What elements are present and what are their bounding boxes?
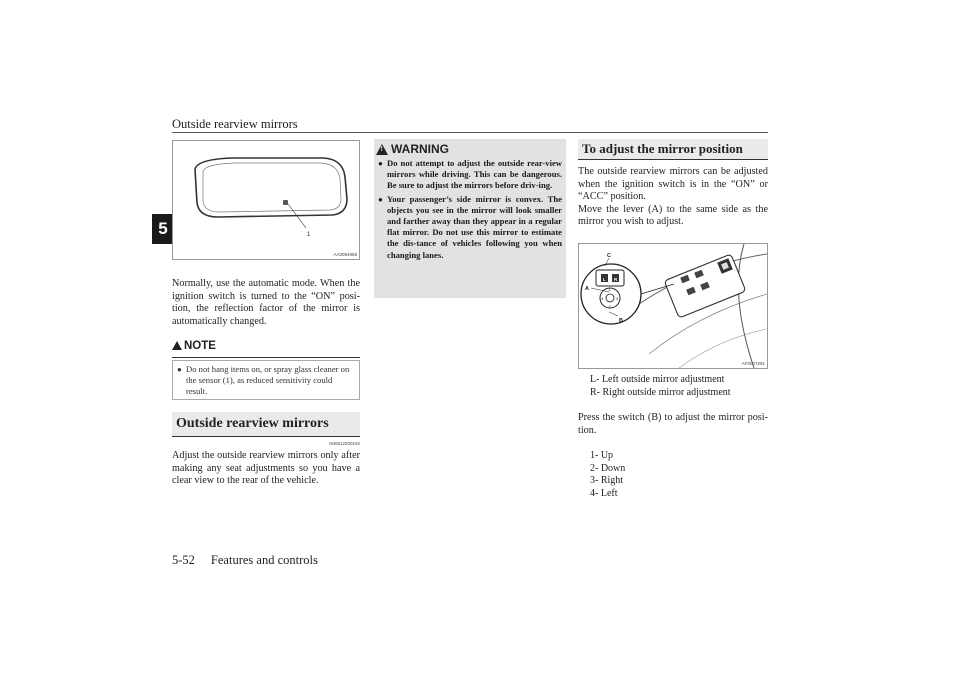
door-switch-figure [578, 243, 768, 369]
list-item: 2- Down [590, 462, 626, 474]
rearview-mirror-illustration [173, 141, 359, 259]
note-heading [172, 340, 360, 358]
list-item: R- Right outside mirror adjustment [590, 386, 731, 398]
page-header-title: Outside rearview mirrors [172, 117, 298, 131]
section-title: To adjust the mirror position [582, 141, 743, 156]
outside-mirror-paragraph: Adjust the outside rearview mirrors only after making any seat adjustments so you have a clear view to the rear of the vehicle. [172, 450, 360, 487]
note-box [172, 360, 360, 400]
lever-position-list [590, 374, 768, 399]
warning-title: WARNING [391, 142, 449, 156]
note-title: NOTE [184, 340, 216, 352]
page-number: 5-52 [172, 553, 195, 567]
auto-mode-paragraph: Normally, use the automatic mode. When the ignition switch is turned to the “ON” posi-tion, the reflection factor of the mirror is automatically changed. [172, 278, 360, 327]
door-switch-illustration [579, 244, 767, 368]
chapter-tab: 5 [152, 214, 174, 244]
figure-code: AF0007291 [741, 361, 765, 366]
adjust-intro-text-2: Move the lever (A) to the same side as the mirror you wish to adjust. [578, 203, 768, 228]
figure-callout-r: R [614, 277, 618, 282]
list-item: 3- Right [590, 475, 624, 487]
switch-paragraph: Press the switch (B) to adjust the mirror posi-tion. [578, 412, 768, 436]
warning-item-text: Your passenger’s side mirror is convex. The objects you see in the mirror will look smaller and farther away than they appear in a regular flat mirror. Do not use this mirror to estimate the dis-tance of vehicles following you when changing lanes. [387, 193, 562, 260]
page-footer [172, 553, 334, 568]
warning-item-text: Do not attempt to adjust the outside rear-view mirrors while driving. This can be dangerous. Be sure to adjust the mirrors before driv-ing. [387, 158, 562, 191]
figure-callout-b: B [619, 318, 623, 324]
figure-callout-a: A [585, 286, 589, 292]
figure-callout-l: L [603, 277, 606, 282]
adjust-intro-text-1: The outside rearview mirrors can be adjusted when the ignition switch is in the “ON” or “ACC” position. [578, 166, 768, 203]
figure-callout-3: 3 [616, 296, 619, 301]
note-item [177, 364, 355, 398]
warning-body [378, 158, 562, 261]
header-rule [172, 132, 768, 133]
bullet-icon: ● [378, 159, 383, 168]
list-item: L- Left outside mirror adjustment [590, 374, 725, 385]
note-item-text: Do not hang items on, or spray glass cleaner on the sensor (1), as reduced sensitivity could result. [186, 364, 350, 397]
list-item: 1- Up [590, 450, 614, 461]
warning-icon [376, 144, 388, 155]
note-icon [172, 341, 182, 350]
figure-code: AA0094858 [333, 252, 357, 257]
figure-callout-2: 2 [608, 304, 611, 309]
warning-item [378, 194, 562, 261]
section-heading-outside-mirrors [172, 412, 360, 437]
bullet-icon: ● [177, 365, 182, 374]
footer-section: Features and controls [210, 553, 318, 567]
figure-callout-4: 4 [601, 296, 604, 301]
warning-heading [376, 140, 449, 158]
list-item: 4- Left [590, 487, 618, 499]
figure-callout-1: 1 [307, 232, 311, 238]
section-title: Outside rearview mirrors [176, 416, 329, 431]
direction-list [590, 450, 740, 500]
adjust-intro [578, 166, 768, 229]
bullet-icon: ● [378, 194, 383, 204]
warning-item [378, 158, 562, 192]
figure-callout-1: 1 [608, 287, 611, 292]
section-heading-adjust-position [578, 139, 768, 160]
section-code: N00512200192 [329, 441, 360, 446]
figure-callout-c: C [607, 253, 611, 259]
inside-mirror-figure [172, 140, 360, 260]
